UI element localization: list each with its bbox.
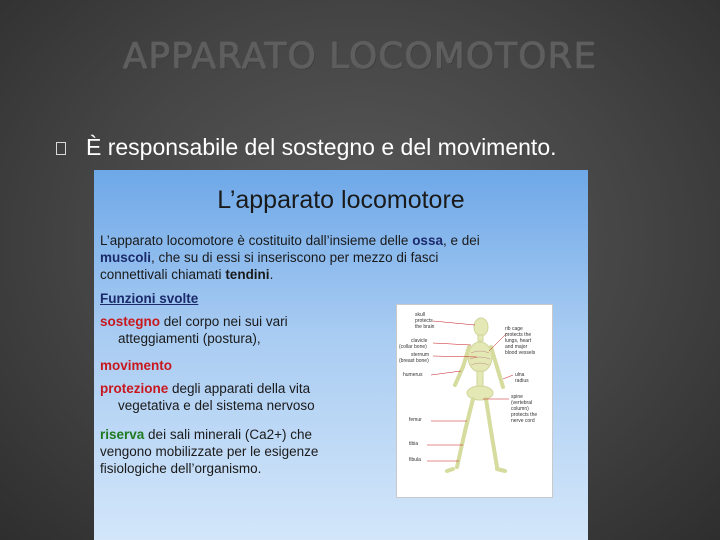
intro-line-3 — [100, 266, 273, 283]
label-femur: femur — [409, 417, 422, 423]
label-spine-column: column) — [511, 406, 529, 412]
label-rib-vessels: blood vessels — [505, 350, 536, 356]
label-clavicle: clavicle — [411, 338, 428, 344]
embedded-image-panel — [94, 170, 588, 540]
function-riserva — [100, 426, 312, 443]
label-rib-cage: rib cage — [505, 326, 523, 332]
label-spine-protects: protects the — [511, 412, 538, 418]
term-sostegno: sostegno — [100, 314, 161, 329]
label-spine: spine — [511, 394, 523, 400]
term-protezione: protezione — [100, 381, 169, 396]
function-text: dei sali minerali (Ca2+) che — [144, 427, 312, 442]
intro-line-1 — [100, 232, 480, 249]
label-rib-lungs: lungs, heart — [505, 338, 532, 344]
intro-text: connettivali chiamati — [100, 267, 226, 282]
bullet-box-icon — [56, 142, 66, 155]
label-radius: radius — [515, 378, 529, 384]
label-fibula: fibula — [409, 457, 421, 463]
label-rib-major: and major — [505, 344, 528, 350]
label-skull-brain: the brain — [415, 324, 435, 330]
functions-heading: Funzioni svolte — [100, 291, 199, 306]
function-sostegno — [100, 313, 288, 330]
intro-text: L’apparato locomotore è costituito dall’insieme delle — [100, 233, 413, 248]
label-rib-protects: protects the — [505, 332, 532, 338]
term-riserva: riserva — [100, 427, 145, 442]
label-skull: skull — [415, 312, 426, 318]
function-sostegno-cont: atteggiamenti (postura), — [118, 331, 261, 346]
intro-text: , e dei — [442, 233, 480, 248]
label-spine-vertebral: (vertebral — [511, 400, 533, 406]
bullet-text: È responsabile del sostegno e del movimento. — [86, 134, 557, 160]
intro-text: , che su di essi si inseriscono per mezzo di fasci — [151, 250, 439, 265]
function-text: degli apparati della vita — [168, 381, 311, 396]
bullet-item — [56, 134, 696, 164]
function-movimento: movimento — [100, 358, 173, 373]
function-riserva-cont-2: fisiologiche dell’organismo. — [100, 461, 262, 476]
term-ossa: ossa — [412, 233, 443, 248]
function-riserva-cont-1: vengono mobilizzate per le esigenze — [100, 444, 319, 459]
label-sternum: sternum — [411, 352, 430, 358]
label-collar-bone: (collar bone) — [399, 344, 427, 350]
intro-line-2 — [100, 249, 438, 266]
label-humerus: humerus — [403, 372, 423, 378]
panel-title: L’apparato locomotore — [217, 186, 465, 214]
function-protezione — [100, 380, 310, 397]
label-tibia: tibia — [409, 441, 419, 447]
label-spine-nerve: nerve cord — [511, 418, 535, 424]
label-skull-protects: protects — [415, 318, 433, 324]
skeleton-figure — [396, 304, 553, 498]
label-breast-bone: (breast bone) — [399, 358, 429, 364]
label-ulna: ulna — [515, 372, 525, 378]
term-tendini: tendini — [225, 267, 270, 282]
intro-text: . — [269, 267, 274, 282]
term-muscoli: muscoli — [100, 250, 152, 265]
function-text: del corpo nei sui vari — [160, 314, 288, 329]
function-protezione-cont: vegetativa e del sistema nervoso — [118, 398, 315, 413]
slide-title: APPARATO LOCOMOTORE — [122, 36, 598, 77]
